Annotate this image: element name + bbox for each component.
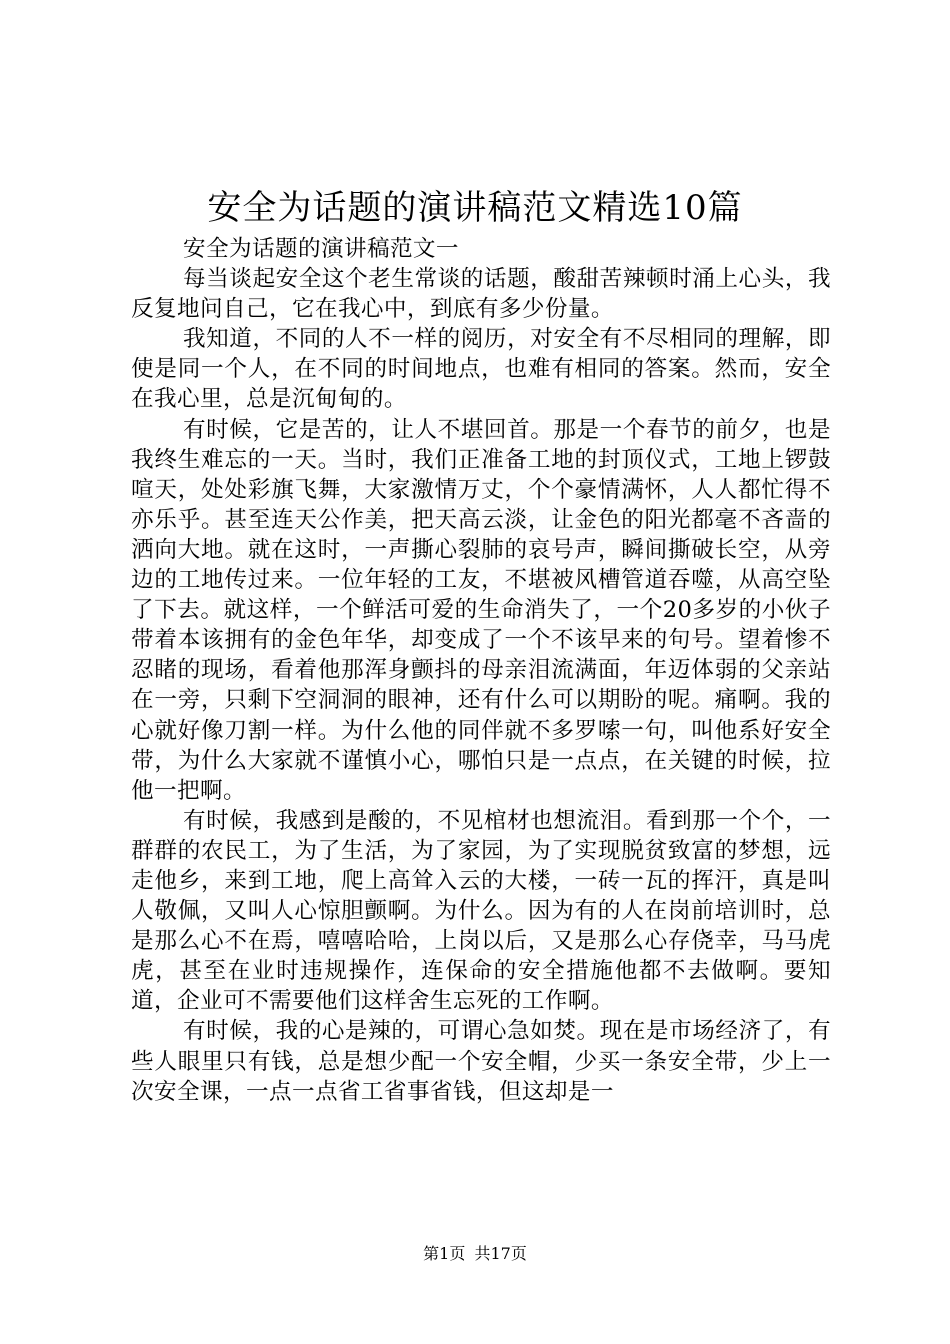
page-total: 共17页 — [474, 1244, 527, 1263]
paragraph: 我知道，不同的人不一样的阅历，对安全有不尽相同的理解，即使是同一个人，在不同的时间地点，也难有相同的答案。然而，安全在我心里，总是沉甸甸的。 — [131, 326, 831, 413]
section-heading: 安全为话题的演讲稿范文一 — [183, 236, 459, 262]
paragraph: 有时候，我的心是辣的，可谓心急如焚。现在是市场经济了，有些人眼里只有钱，总是想少配一个安全帽，少买一条安全带，少上一次安全课，一点一点省工省事省钱，但这却是一 — [131, 1018, 831, 1105]
document-body — [131, 234, 831, 1107]
paragraph: 有时候，它是苦的，让人不堪回首。那是一个春节的前夕，也是我终生难忘的一天。当时，我们正准备工地的封顶仪式，工地上锣鼓喧天，处处彩旗飞舞，大家激情万丈，个个豪情满怀，人人都忙得不亦乐乎。甚至连天公作美，把天高云淡，让金色的阳光都毫不吝啬的洒向大地。就在这时，一声撕心裂肺的哀号声，瞬间撕破长空，从旁边的工地传过来。一位年轻的工友，不堪被风槽管道吞噬，从高空坠了下去。就这样，一个鲜活可爱的生命消失了，一个20多岁的小伙子带着本该拥有的金色年华，却变成了一个不该早来的句号。望着惨不忍睹的现场，看着他那浑身颤抖的母亲泪流满面，年迈体弱的父亲站在一旁，只剩下空洞洞的眼神，还有什么可以期盼的呢。痛啊。我的心就好像刀割一样。为什么他的同伴就不多罗嗦一句，叫他系好安全带，为什么大家就不谨慎小心，哪怕只是一点点，在关键的时候，拉他一把啊。 — [131, 416, 831, 804]
document-title: 安全为话题的演讲稿范文精选10篇 — [207, 188, 743, 228]
page-number: 第1页 — [423, 1244, 466, 1263]
paragraph: 有时候，我感到是酸的，不见棺材也想流泪。看到那一个个，一群群的农民工，为了生活，为了家园，为了实现脱贫致富的梦想，远走他乡，来到工地，爬上高耸入云的大楼，一砖一瓦的挥汗，真是叫人敬佩，又叫人心惊胆颤啊。为什么。因为有的人在岗前培训时，总是那么心不在焉，嘻嘻哈哈，上岗以后，又是那么心存侥幸，马马虎虎，甚至在业时违规操作，连保命的安全措施他都不去做啊。要知道，企业可不需要他们这样舍生忘死的工作啊。 — [131, 807, 831, 1015]
paragraph: 每当谈起安全这个老生常谈的话题，酸甜苦辣顿时涌上心头，我反复地问自己，它在我心中，到底有多少份量。 — [131, 266, 831, 323]
page-footer — [0, 1243, 950, 1265]
